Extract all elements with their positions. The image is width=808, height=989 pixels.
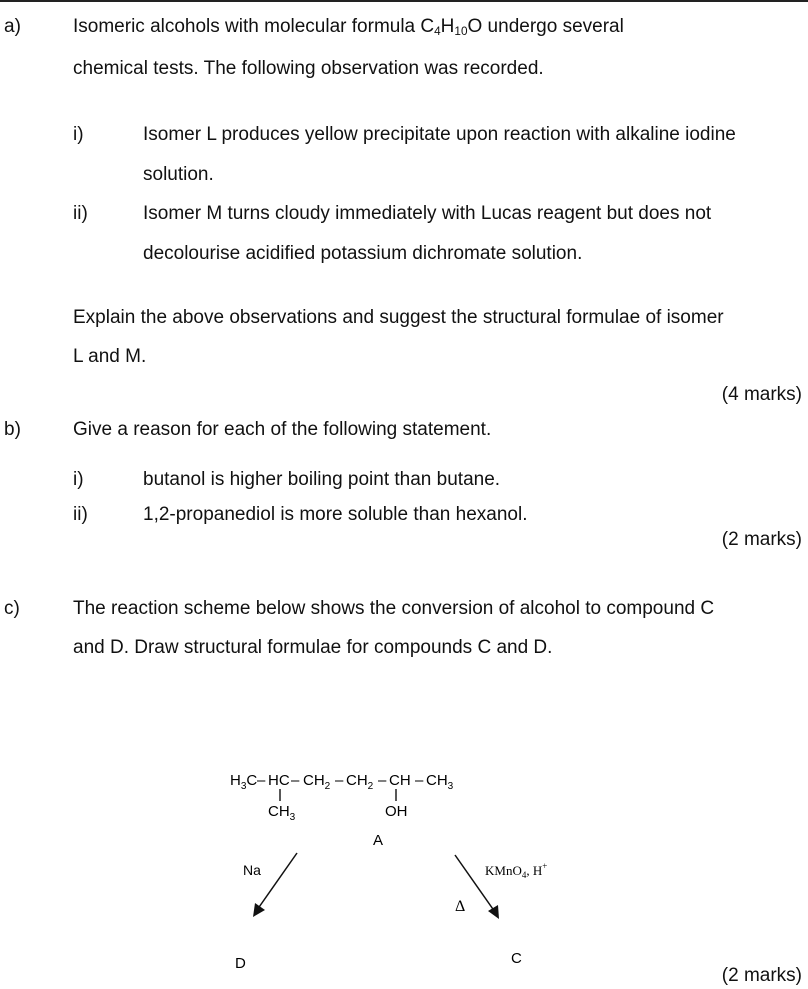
reagent-na: Na	[243, 862, 261, 878]
bond-3: –	[335, 772, 344, 789]
part-a-item-i-line1: Isomer L produces yellow precipitate upon reaction with alkaline iodine	[143, 124, 736, 145]
group-hydroxyl: OH	[385, 803, 408, 820]
bond-1: –	[257, 772, 266, 789]
bond-5: –	[415, 772, 424, 789]
part-b-label: b)	[4, 419, 21, 440]
part-a-explain-line2: L and M.	[73, 346, 147, 367]
arrow-right-head	[488, 905, 499, 919]
group-ch: CH	[389, 772, 411, 789]
group-ch2-b: $CH_2$	[346, 772, 374, 792]
part-a-item-i-num: i)	[73, 124, 84, 145]
formula-h: H	[440, 16, 455, 37]
reagent-kmno4: KMnO$_4$, H+	[485, 861, 548, 880]
part-c-line1: The reaction scheme below shows the conversion of alcohol to compound C	[73, 598, 715, 619]
part-a-item-ii-num: ii)	[73, 203, 88, 224]
arrow-left-shaft	[257, 853, 297, 910]
part-a-item-ii-line1: Isomer M turns cloudy immediately with Lucas reagent but does not	[143, 203, 712, 224]
part-c-label: c)	[4, 598, 20, 619]
part-a-line1-end: O undergo several	[467, 16, 624, 37]
part-a-line2: chemical tests. The following observation was recorded.	[73, 58, 544, 79]
bond-4: –	[378, 772, 387, 789]
product-c-label: C	[511, 950, 522, 967]
part-b-item-ii-num: ii)	[73, 504, 88, 525]
part-b-marks: (2 marks)	[721, 529, 802, 550]
group-methyl: $CH_3$	[268, 803, 296, 823]
arrow-left-head	[253, 903, 265, 917]
part-c-line2: and D. Draw structural formulae for compounds C and D.	[73, 637, 553, 658]
part-a-line1-text: Isomeric alcohols with molecular formula C	[73, 16, 435, 37]
group-ch2-a: $CH_2$	[303, 772, 331, 792]
part-a-marks: (4 marks)	[721, 384, 802, 405]
bond-2: –	[291, 772, 300, 789]
formula-sub-10: 10	[454, 24, 468, 38]
heat-delta: Δ	[455, 898, 466, 915]
part-c-marks: (2 marks)	[721, 965, 802, 986]
part-a-item-i-line2: solution.	[143, 164, 214, 185]
part-a-explain-line1: Explain the above observations and suggest the structural formulae of isomer	[73, 307, 724, 328]
part-a-label: a)	[4, 16, 21, 37]
group-ch3: $CH_3$	[426, 772, 454, 792]
compound-a-label: A	[373, 832, 384, 849]
part-b-item-i-text: butanol is higher boiling point than butane.	[143, 469, 501, 490]
formula-sub-4: 4	[434, 24, 441, 38]
part-b-intro: Give a reason for each of the following statement.	[73, 419, 492, 440]
product-d-label: D	[235, 955, 246, 972]
group-hc: HC	[268, 772, 290, 789]
part-b-item-ii-text: 1,2-propanediol is more soluble than hexanol.	[143, 504, 528, 525]
part-a-item-ii-line2: decolourise acidified potassium dichromate solution.	[143, 243, 583, 264]
group-h3c: $H_3C$	[230, 772, 258, 792]
part-b-item-i-num: i)	[73, 469, 84, 490]
